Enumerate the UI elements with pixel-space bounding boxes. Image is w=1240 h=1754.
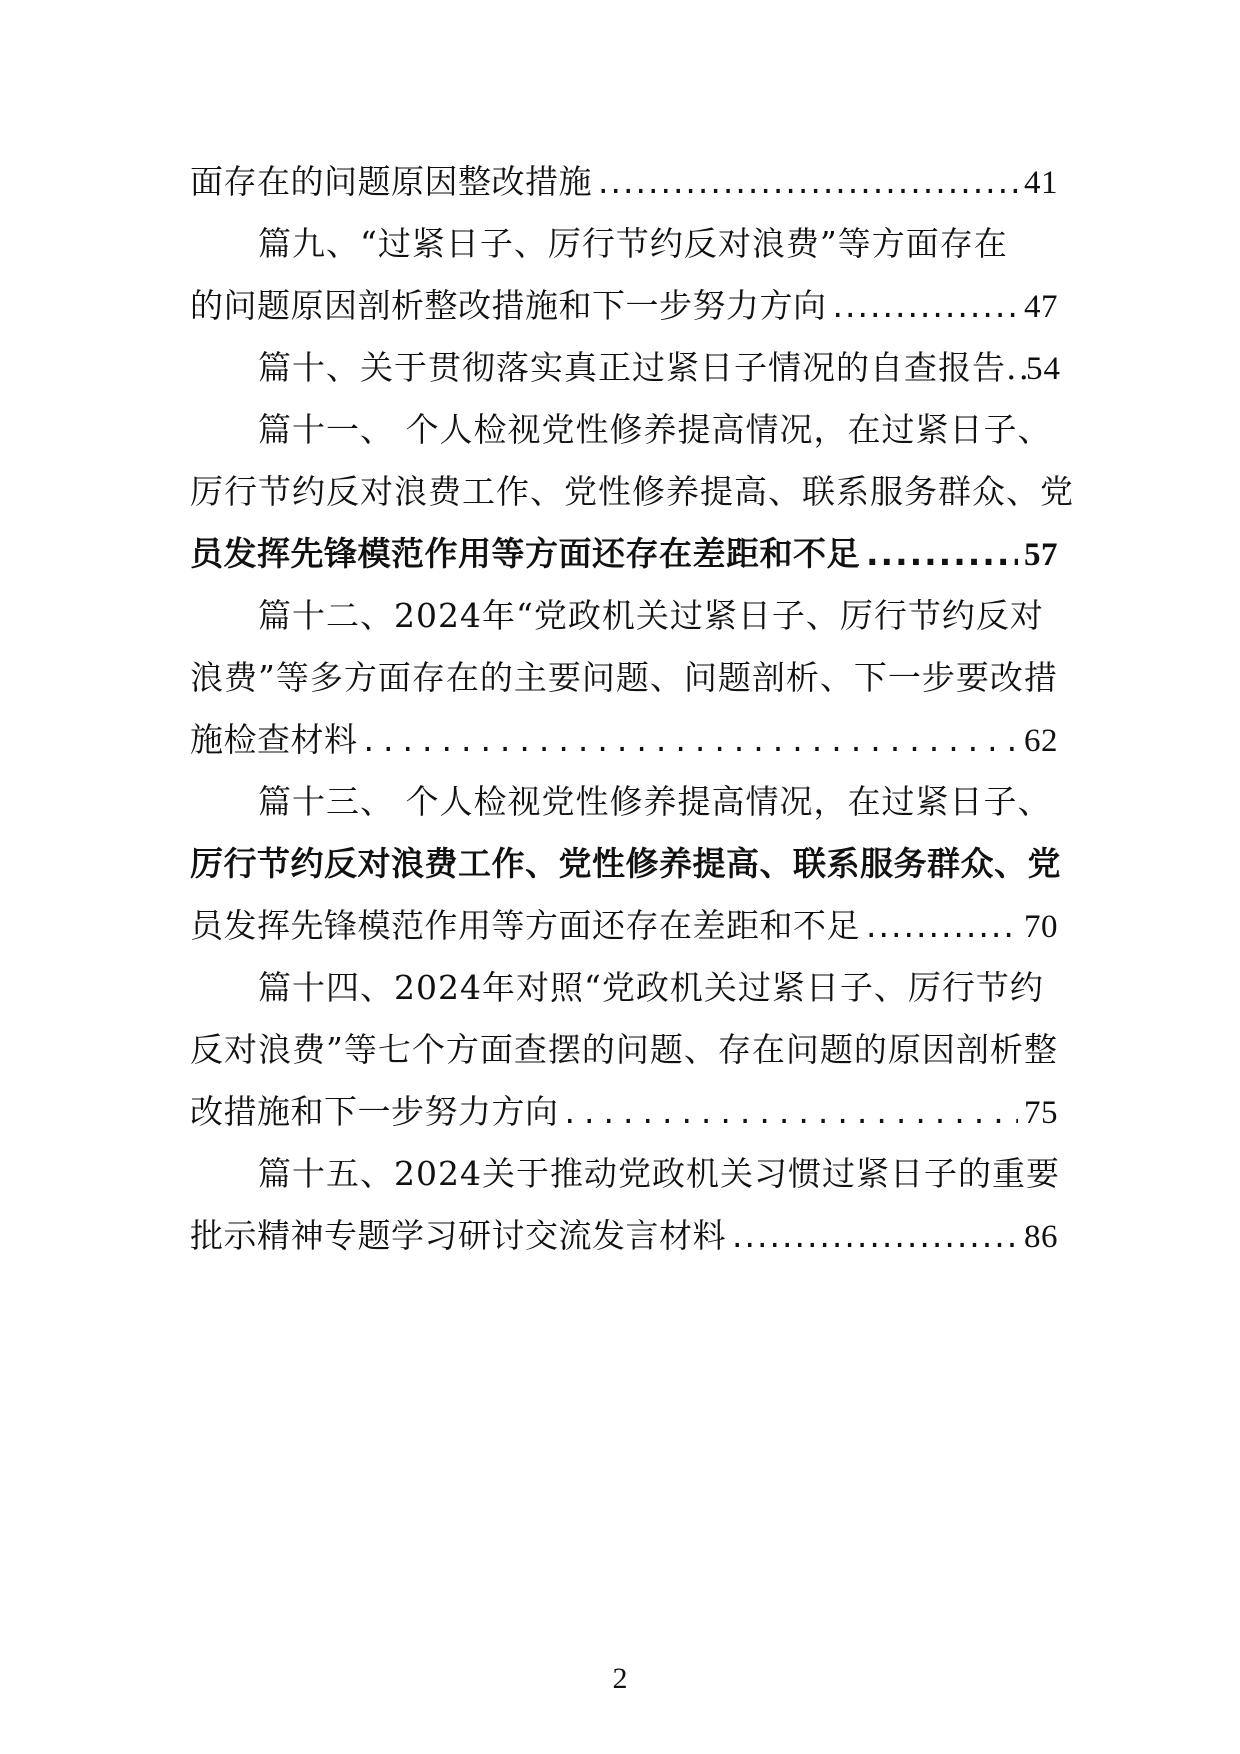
toc-entry-text: 反对浪费”等七个方面查摆的问题、存在问题的原因剖析整 bbox=[190, 1030, 1058, 1069]
toc-entry-line[interactable] bbox=[190, 833, 1061, 895]
toc-page-number: 41 bbox=[1024, 165, 1058, 201]
toc-entry-text: 篇九、“过紧日子、厉行节约反对浪费”等方面存在 bbox=[258, 224, 1008, 263]
toc-entry-line[interactable] bbox=[258, 957, 1058, 1019]
toc-entry[interactable] bbox=[190, 1081, 1058, 1143]
toc-leader-dots bbox=[565, 1081, 1019, 1143]
toc-leader-dots bbox=[732, 1205, 1018, 1267]
toc-entry-line[interactable] bbox=[190, 1019, 1058, 1081]
toc-entry[interactable] bbox=[190, 523, 1058, 585]
toc-entry-line[interactable] bbox=[258, 585, 1058, 647]
page-number: 2 bbox=[612, 1662, 628, 1695]
toc-leader-dots bbox=[1006, 337, 1026, 399]
toc-page-number: 70 bbox=[1024, 909, 1058, 945]
toc-page-number: 86 bbox=[1024, 1219, 1058, 1255]
toc-page-number: 75 bbox=[1024, 1095, 1058, 1131]
toc-entry[interactable] bbox=[190, 709, 1058, 771]
toc-entry-text: 面存在的问题原因整改措施 bbox=[190, 162, 592, 201]
toc-entry-text: 厉行节约反对浪费工作、党性修养提高、联系服务群众、党 bbox=[190, 844, 1061, 883]
toc-entry-text: 篇十、关于贯彻落实真正过紧日子情况的自查报告 bbox=[258, 348, 1006, 387]
toc-entry[interactable] bbox=[190, 1205, 1058, 1267]
toc-leader-dots bbox=[866, 523, 1018, 585]
toc-entry-line[interactable] bbox=[258, 1143, 1058, 1205]
toc-entry-text: 的问题原因剖析整改措施和下一步努力方向 bbox=[190, 286, 827, 325]
toc-leader-dots bbox=[866, 895, 1018, 957]
toc-page-number: 62 bbox=[1024, 723, 1058, 759]
toc-leader-dots bbox=[598, 151, 1018, 213]
toc-entry-text: 篇十二、2024年“党政机关过紧日子、厉行节约反对 bbox=[258, 596, 1044, 635]
toc-entry-line[interactable] bbox=[258, 213, 1058, 275]
toc-entry-text: 改措施和下一步努力方向 bbox=[190, 1092, 559, 1131]
toc-entry-line[interactable] bbox=[190, 647, 1058, 709]
toc-entry-text: 浪费”等多方面存在的主要问题、问题剖析、下一步要改措 bbox=[190, 658, 1058, 697]
toc-entry-text: 厉行节约反对浪费工作、党性修养提高、联系服务群众、党 bbox=[190, 472, 1074, 511]
toc-leader-dots bbox=[364, 709, 1019, 771]
toc-entry-text: 篇十一、 个人检视党性修养提高情况，在过紧日子、 bbox=[258, 410, 1052, 449]
toc-entry-text: 篇十五、2024关于推动党政机关习惯过紧日子的重要 bbox=[258, 1154, 1060, 1193]
toc-entry-text: 施检查材料 bbox=[190, 720, 358, 759]
toc-page-number: 47 bbox=[1024, 289, 1058, 325]
toc-page-number: 57 bbox=[1024, 537, 1058, 573]
toc-entry[interactable] bbox=[190, 275, 1058, 337]
toc-entry-line[interactable] bbox=[258, 771, 1058, 833]
toc-entry[interactable] bbox=[258, 337, 1061, 399]
toc-entry-text: 员发挥先锋模范作用等方面还存在差距和不足 bbox=[190, 534, 860, 573]
toc-entry-text: 篇十三、 个人检视党性修养提高情况，在过紧日子、 bbox=[258, 782, 1052, 821]
toc-entry-text: 篇十四、2024年对照“党政机关过紧日子、厉行节约 bbox=[258, 968, 1044, 1007]
toc-entry[interactable] bbox=[190, 151, 1058, 213]
toc-entry-text: 员发挥先锋模范作用等方面还存在差距和不足 bbox=[190, 906, 860, 945]
toc-page-number: 54 bbox=[1026, 351, 1061, 387]
toc-entry-text: 批示精神专题学习研讨交流发言材料 bbox=[190, 1216, 726, 1255]
toc-entry-line[interactable] bbox=[190, 461, 1074, 523]
toc-entry[interactable] bbox=[190, 895, 1058, 957]
toc-leader-dots bbox=[833, 275, 1019, 337]
toc-entry-line[interactable] bbox=[258, 399, 1058, 461]
